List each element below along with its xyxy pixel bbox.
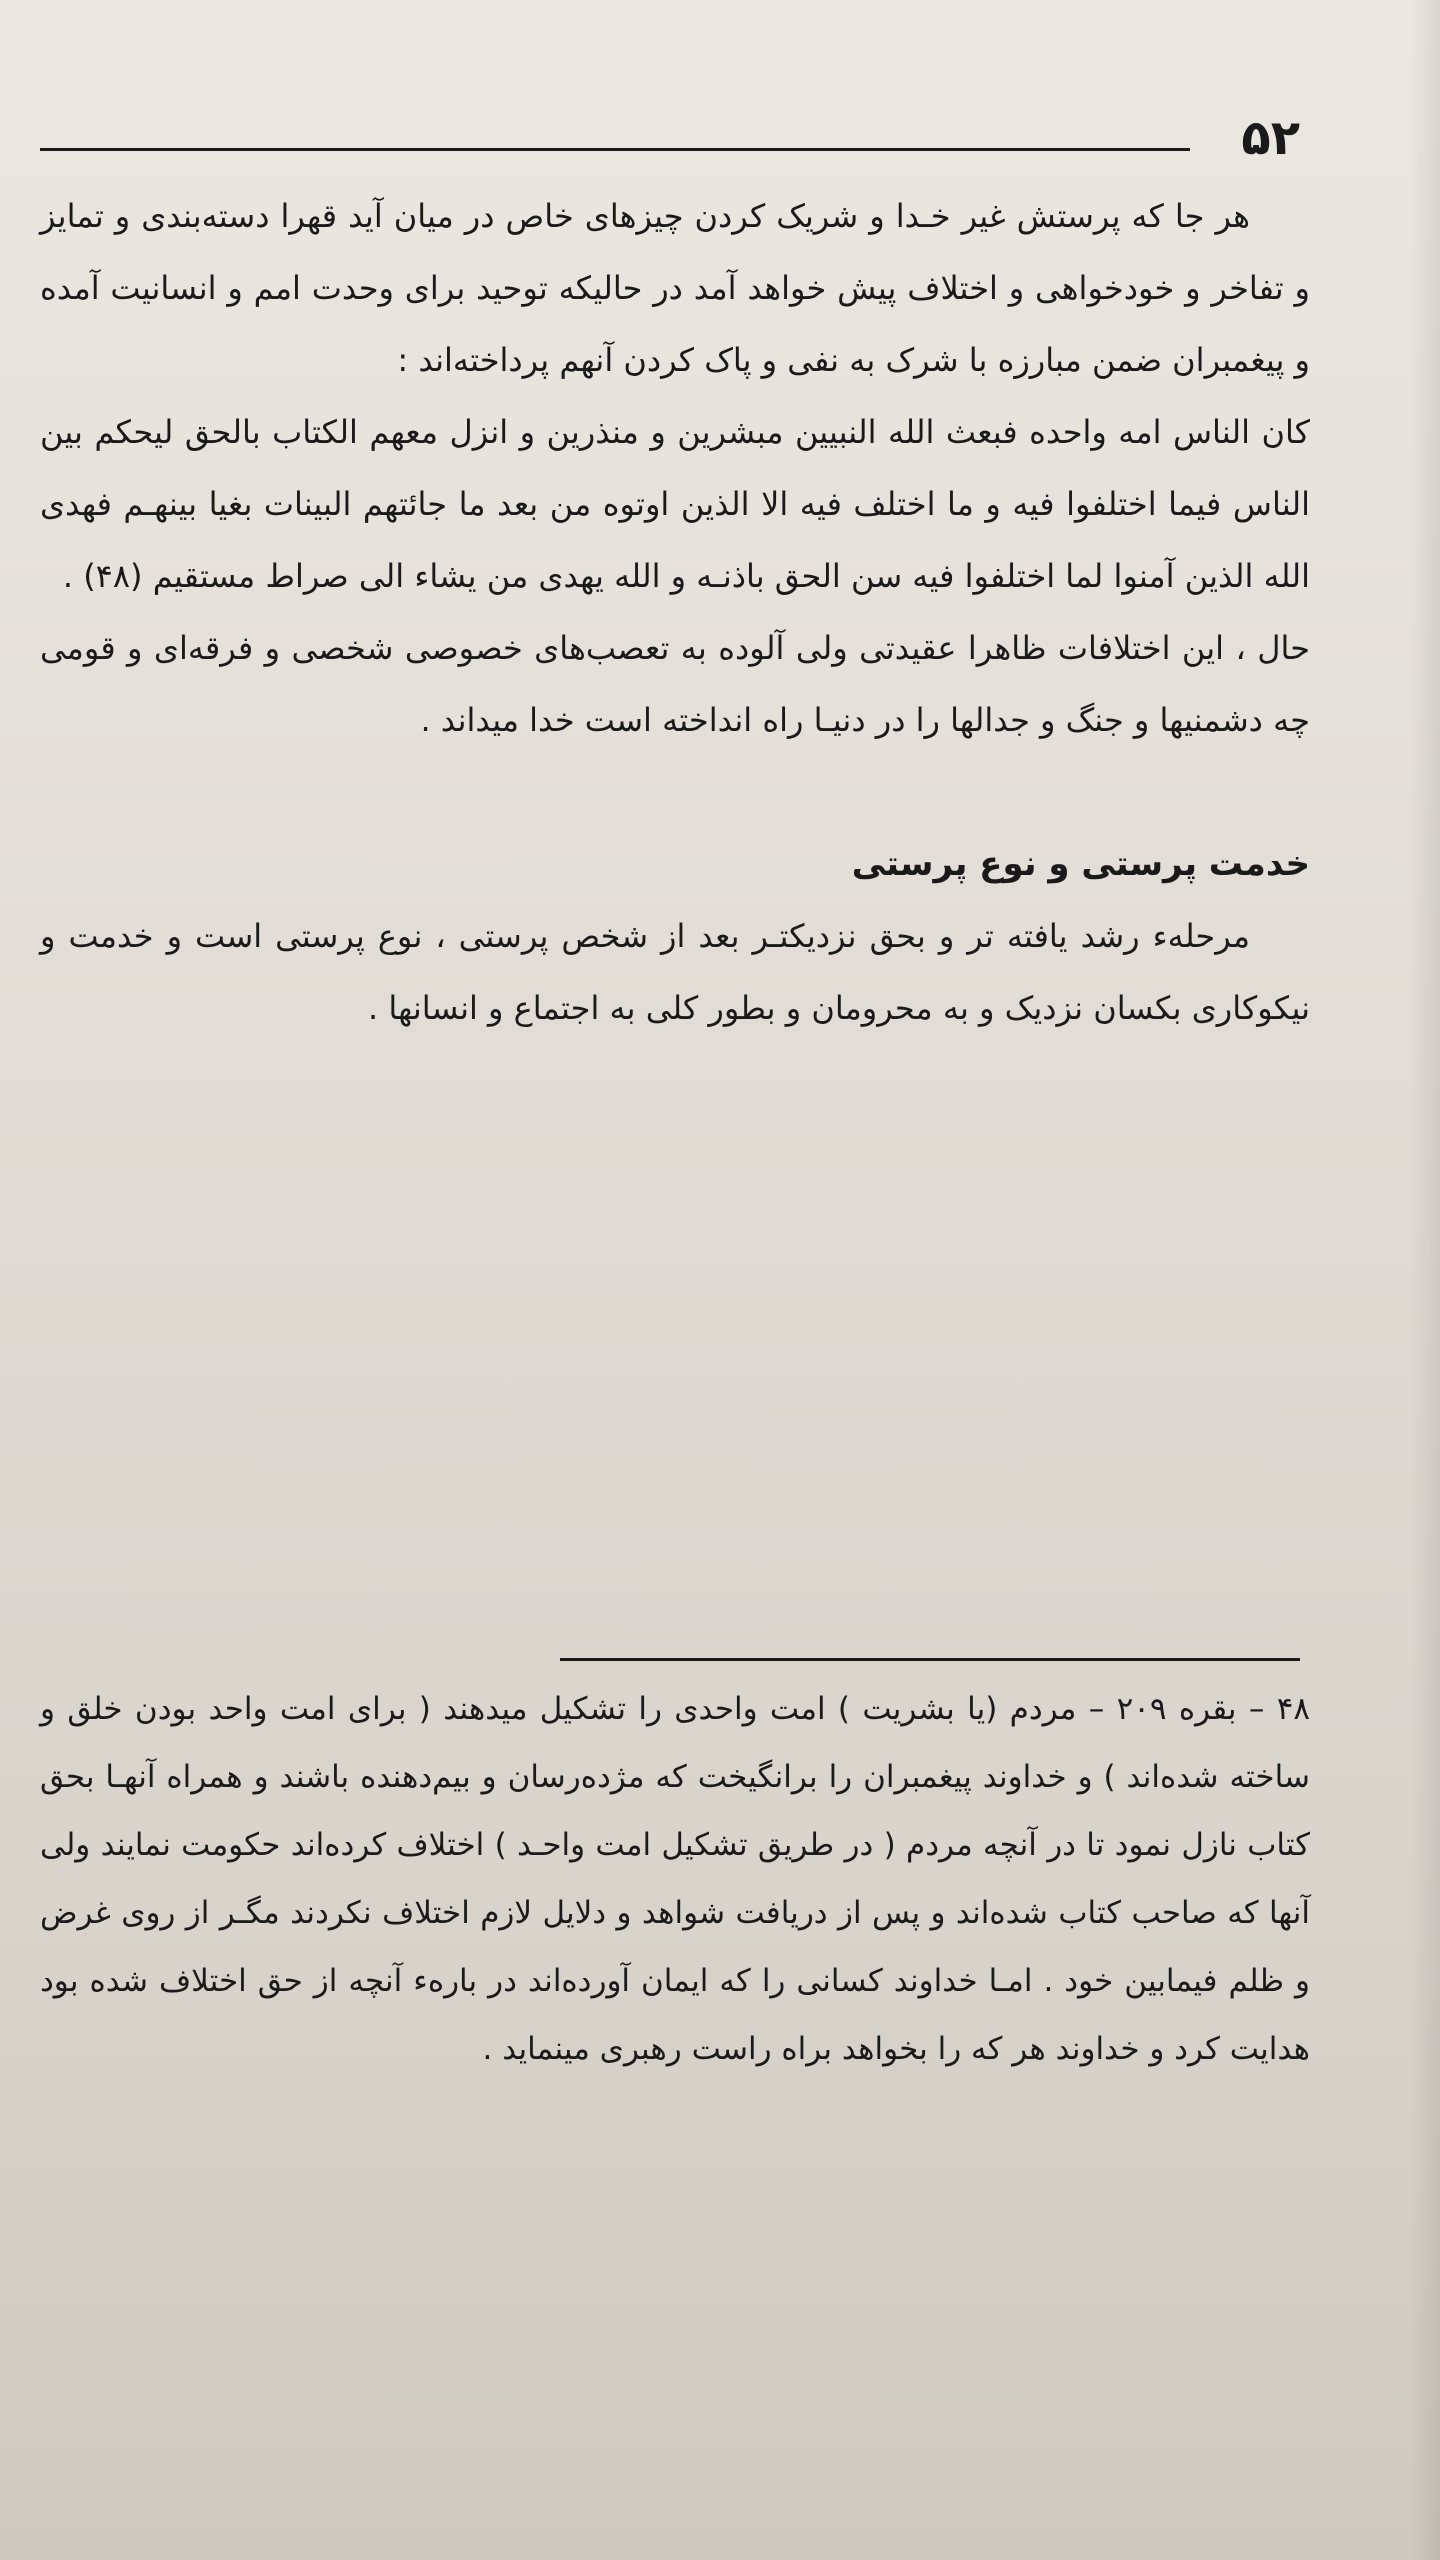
page-header <box>40 110 1300 170</box>
quran-quote: کان الناس امه واحده فبعث الله النبیین مبشرین و منذرین و انزل معهم الکتاب بالحق لیحکم بین الناس فیما اختلفوا فیه و ما اختلف فیه الا الذین اوتوه من بعد ما جائتهم البینات بغیا بینهـم فهدی الله الذین آمنوا لما اختلفوا فیه سن الحق باذنـه و الله یهدی من یشاء الی صراط مستقیم (۴۸) . <box>40 413 1310 595</box>
footnotes <box>40 1675 1310 2083</box>
header-rule <box>40 148 1190 151</box>
section-title: خدمت پرستی و نوع پرستی <box>851 844 1310 884</box>
page-number: ۵۲ <box>1241 110 1300 166</box>
main-text <box>40 180 1310 1044</box>
paragraph-1: هر جا که پرستش غیر خـدا و شریک کردن چیزهای خاص در میان آید قهرا دسته‌بندی و تمایز و تفاخر و خودخواهی و اختلاف پیش خواهد آمد در حالیکه توحید برای وحدت امم و انسانیت آمده و پیغمبران ضمن مبارزه با شرک به نفی و پاک کردن آنهم پرداخته‌اند : <box>40 197 1310 379</box>
footnote-rule <box>560 1658 1300 1661</box>
paragraph-2: حال ، این اختلافات ظاهرا عقیدتی ولی آلوده به تعصب‌های خصوصی شخصی و فرقه‌ای و قومی چه دشمنیها و جنگ و جدالها را در دنیـا راه انداخته است خدا میداند . <box>40 629 1310 739</box>
page-edge-shadow <box>1410 0 1440 2560</box>
section-gap <box>40 756 1310 828</box>
paragraph-3: مرحلهء رشد یافته تر و بحق نزدیکتـر بعد از شخص پرستی ، نوع پرستی است و خدمت و نیکوکاری بکسان نزدیک و به محرومان و بطور کلی به اجتماع و انسانها . <box>40 917 1310 1027</box>
footnote-48: ۴۸ – بقره ۲۰۹ – مردم (یا بشریت ) امت واحدی را تشکیل میدهند ( برای امت واحد بودن خلق و ساخته شده‌اند ) و خداوند پیغمبران را برانگیخت که مژده‌رسان و بیم‌دهنده باشند و همراه آنهـا بحق کتاب نازل نمود تا در آنچه مردم ( در طریق تشکیل امت واحـد ) اختلاف کرده‌اند حکومت نمایند ولی آنها که صاحب کتاب شده‌اند و پس از دریافت شواهد و دلایل لازم اختلاف نکردند مگـر از روی غرض و ظلم فیمابین خود . امـا خداوند کسانی را که ایمان آورده‌اند در بارهء آنچه از حق اختلاف شده بود هدایت کرد و خداوند هر که را بخواهد براه راست رهبری مینماید . <box>40 1691 1311 2067</box>
